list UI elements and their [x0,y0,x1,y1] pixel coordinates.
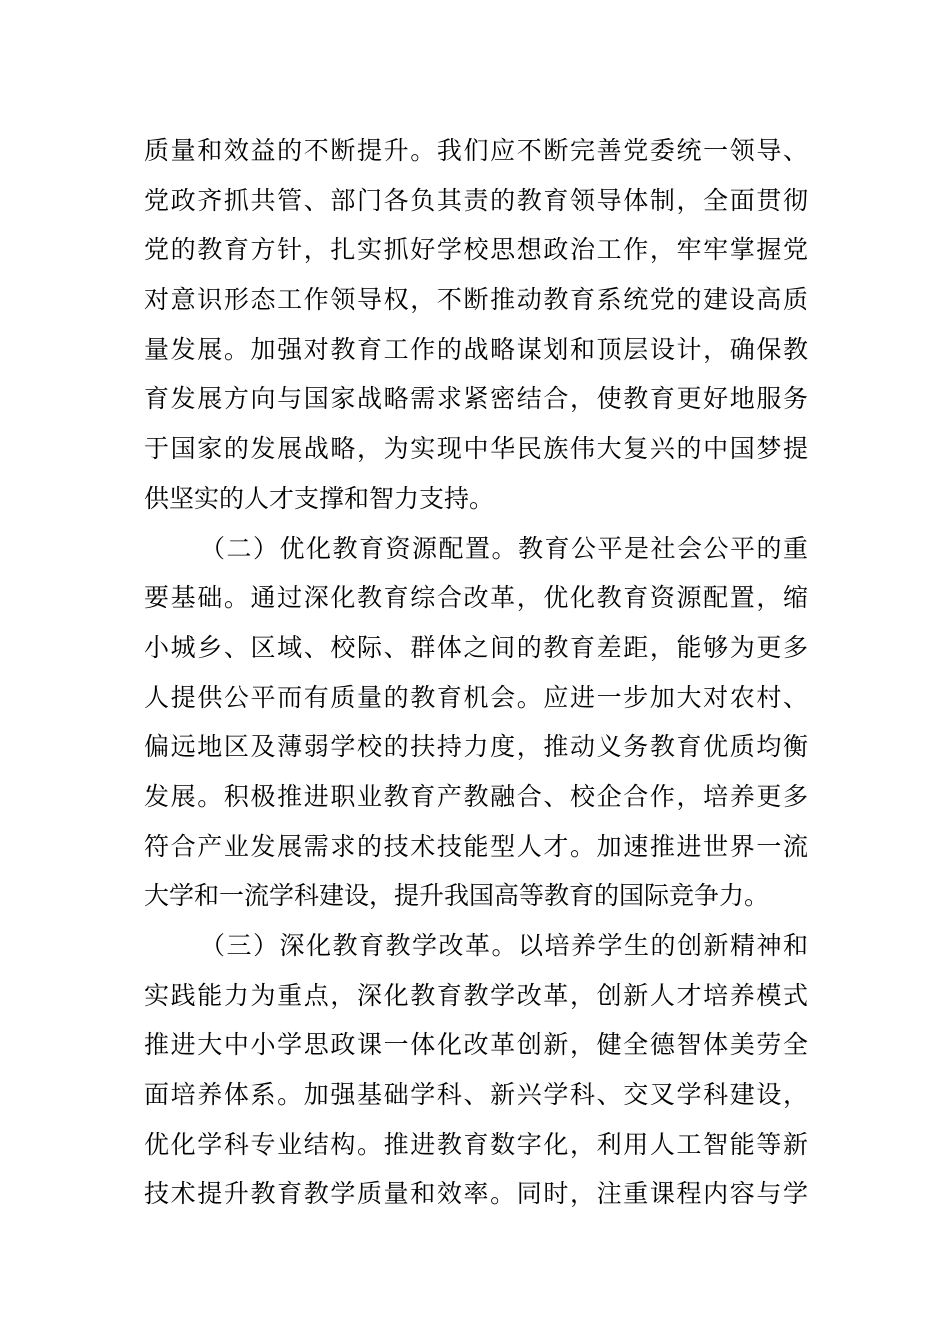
text-line: 要基础。通过深化教育综合改革，优化教育资源配置，缩 [144,583,808,613]
paragraph-3 [144,921,808,1219]
text-line: （三）深化教育教学改革。以培养学生的创新精神和 [200,931,808,960]
text-line: 推进大中小学思政课一体化改革创新，健全德智体美劳全 [144,1030,808,1060]
text-line: 发展。积极推进职业教育产教融合、校企合作，培养更多 [144,781,808,811]
text-line: 小城乡、区域、校际、群体之间的教育差距，能够为更多 [144,632,808,662]
paragraph-1 [144,126,808,524]
text-line: 育发展方向与国家战略需求紧密结合，使教育更好地服务 [144,384,808,414]
text-line: 实践能力为重点，深化教育教学改革，创新人才培养模式 [144,980,808,1010]
text-line: 技术提升教育教学质量和效率。同时，注重课程内容与学 [144,1179,808,1209]
text-line: 人提供公平而有质量的教育机会。应进一步加大对农村、 [144,682,808,712]
text-line: 供坚实的人才支撑和智力支持。 [144,483,495,513]
body-text [144,126,808,1219]
text-line: 党政齐抓共管、部门各负其责的教育领导体制，全面贯彻 [144,185,808,215]
text-line: 偏远地区及薄弱学校的扶持力度，推动义务教育优质均衡 [144,732,808,762]
text-line: 于国家的发展战略，为实现中华民族伟大复兴的中国梦提 [144,434,808,464]
text-line: 量发展。加强对教育工作的战略谋划和顶层设计，确保教 [144,334,808,364]
text-line: 优化学科专业结构。推进教育数字化，利用人工智能等新 [144,1129,808,1159]
text-line: 面培养体系。加强基础学科、新兴学科、交叉学科建设， [144,1080,808,1110]
text-line: 大学和一流学科建设，提升我国高等教育的国际竞争力。 [144,881,770,911]
text-line: 符合产业发展需求的技术技能型人才。加速推进世界一流 [144,831,808,861]
text-line: 党的教育方针，扎实抓好学校思想政治工作，牢牢掌握党 [144,235,808,265]
paragraph-2 [144,524,808,922]
text-line: （二）优化教育资源配置。教育公平是社会公平的重 [200,533,808,563]
text-line: 对意识形态工作领导权，不断推动教育系统党的建设高质 [144,285,808,315]
text-line: 质量和效益的不断提升。我们应不断完善党委统一领导、 [144,136,808,165]
